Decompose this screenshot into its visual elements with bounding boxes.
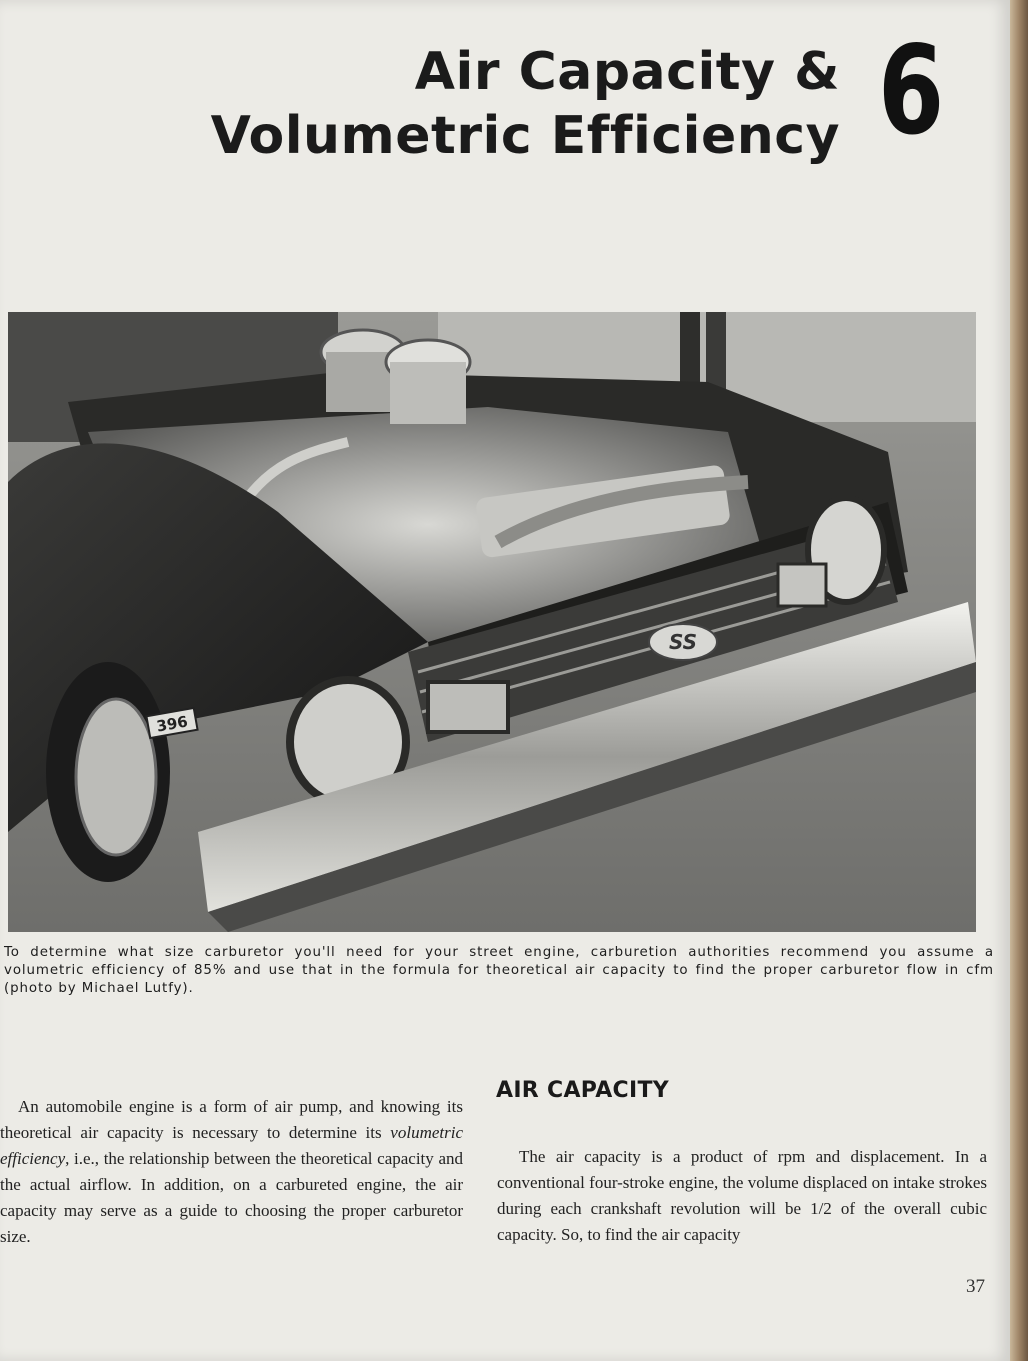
page-number: 37 bbox=[966, 1276, 985, 1297]
right-column bbox=[497, 1144, 987, 1248]
photo-caption: To determine what size carburetor you'll need for your street engine, carburetion authorities recommend you assume a volumetric efficiency of 85% and use that in the formula for theoretical air capacity to find the proper carburetor flow in cfm (photo by Michael Lutfy). bbox=[4, 945, 994, 996]
left-text-start: An automobile engine is a form of air pump, and knowing its theoretical air capacity is necessary to determine its bbox=[0, 1097, 463, 1142]
chapter-title-line-2: Volumetric Efficiency bbox=[210, 106, 840, 166]
right-paragraph: The air capacity is a product of rpm and displacement. In a conventional four-stroke engine, the volume displaced on intake strokes during each crankshaft revolution will be 1/2 of the overall cubic capacity. So, to find the air capacity bbox=[497, 1147, 987, 1244]
chapter-title-line-1: Air Capacity & bbox=[414, 42, 840, 102]
left-paragraph bbox=[0, 1094, 463, 1250]
left-column bbox=[0, 1094, 463, 1250]
car-engine-photo bbox=[8, 312, 976, 932]
chapter-number: 6 bbox=[878, 20, 945, 162]
section-heading: AIR CAPACITY bbox=[496, 1078, 669, 1103]
chapter-title bbox=[130, 40, 840, 168]
ss-badge: SS bbox=[668, 630, 698, 654]
396-emblem: 396 bbox=[155, 712, 190, 736]
left-text-end: , i.e., the relationship between the theoretical capacity and the actual airflow. In addition, on a carbureted engine, the air capacity may serve as a guide to choosing the proper carburetor size. bbox=[0, 1149, 463, 1246]
car-engine-illustration bbox=[8, 312, 976, 932]
book-spine-edge bbox=[1010, 0, 1028, 1361]
volumetric-efficiency-term: volumetric efficiency bbox=[0, 1123, 463, 1168]
